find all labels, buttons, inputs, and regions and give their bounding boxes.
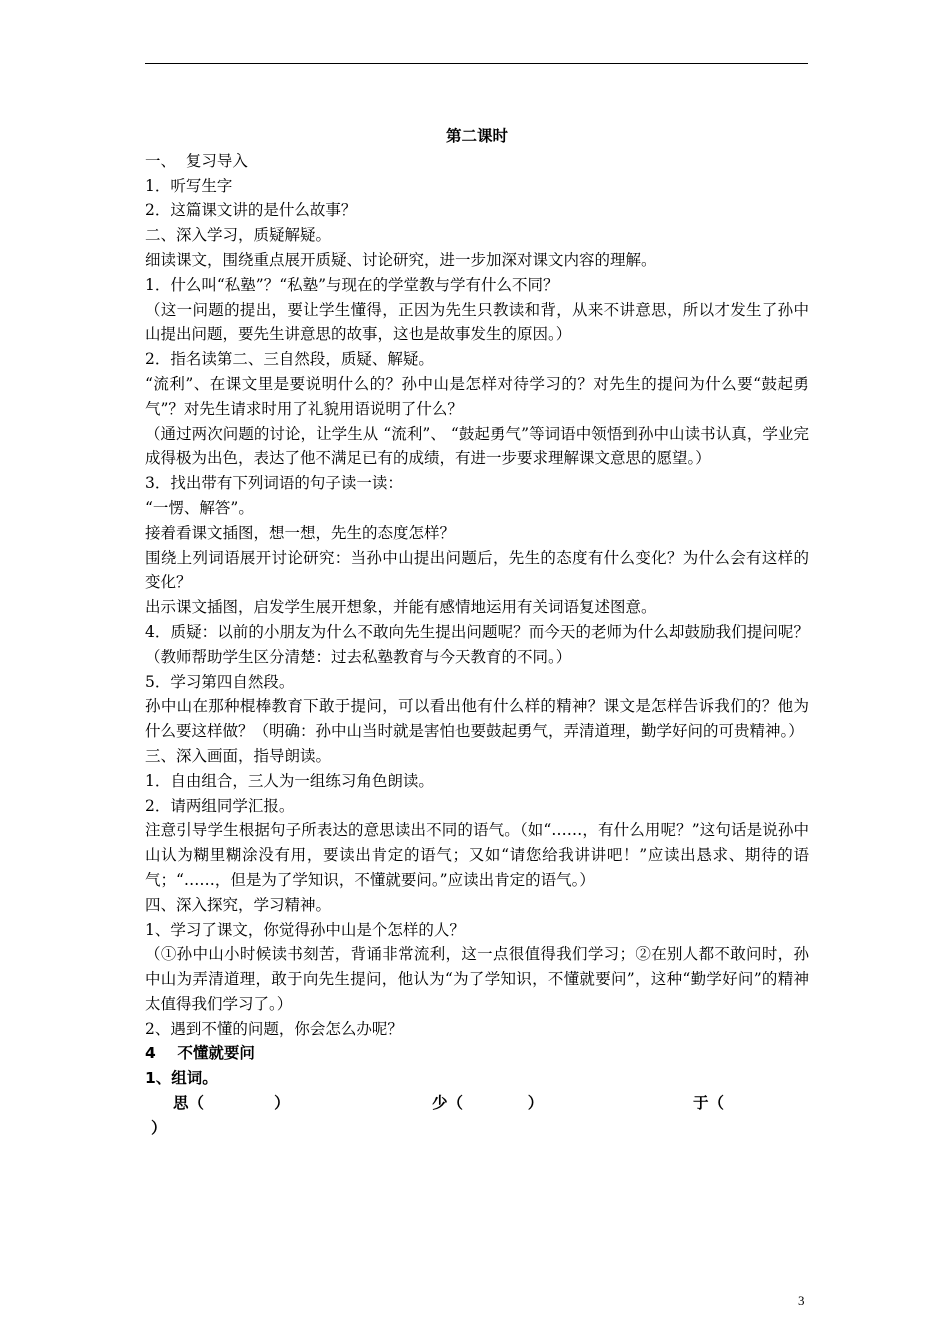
text-line: 细读课文，围绕重点展开质疑、讨论研究，进一步加深对课文内容的理解。 (145, 250, 657, 269)
header-rule (145, 63, 808, 64)
text-line: 四、深入探究，学习精神。 (145, 895, 332, 914)
text-line: 三、深入画面，指导朗读。 (145, 746, 332, 765)
text-line: 1．听写生字 (145, 176, 233, 195)
word-item-si: 思（ ） (173, 1094, 290, 1113)
text-line: （这一问题的提出，要让学生懂得，正因为先生只教读和背，从来不讲意思，所以才发生了孙中山提出问题，要先生讲意思的故事，这也是故事发生的原因。） (145, 300, 809, 344)
word-item-yu: 于（ (693, 1094, 725, 1113)
text-line: 3．找出带有下列词语的句子读一读： (145, 474, 403, 493)
text-line: 1、学习了课文，你觉得孙中山是个怎样的人？ (145, 920, 465, 939)
text-line: 1．自由组合，三人为一组练习角色朗读。 (145, 771, 434, 790)
text-line: 5．学习第四自然段。 (145, 672, 295, 691)
text-line: 孙中山在那种棍棒教育下敢于提问，可以看出他有什么样的精神？课文是怎样告诉我们的？他为什么要这样做？（明确：孙中山当时就是害怕也要鼓起勇气，弄清道理，勤学好问的可贵精神。） (145, 697, 809, 741)
text-line: 出示课文插图，启发学生展开想象，并能有感情地运用有关词语复述图意。 (145, 598, 657, 617)
word-item-yu-close: ） (151, 1118, 167, 1137)
text-line: 接着看课文插图，想一想，先生的态度怎样？ (145, 523, 456, 542)
lesson-title: 第二课时 (445, 127, 508, 145)
word-exercise-row (145, 1091, 809, 1116)
exercise-heading: 4 不懂就要问 (145, 1044, 255, 1063)
text-line: 2．请两组同学汇报。 (145, 796, 295, 815)
text-line: 2、遇到不懂的问题，你会怎么办呢？ (145, 1019, 403, 1038)
text-line: “一愣、解答”。 (145, 498, 254, 517)
lesson-plan-text (145, 149, 809, 1042)
document-body (145, 124, 809, 1141)
text-line: 2．指名读第二、三自然段，质疑、解疑。 (145, 350, 434, 369)
text-line: 一、 复习导入 (145, 151, 248, 170)
text-line: 1．什么叫“私塾”？“私塾”与现在的学堂教与学有什么不同？ (145, 275, 559, 294)
page-number: 3 (798, 1293, 805, 1308)
word-item-shao: 少（ ） (432, 1094, 544, 1113)
text-line: （通过两次问题的讨论，让学生从 “流利”、 “鼓起勇气”等词语中领悟到孙中山读书认真，学业完成得极为出色，表达了他不满足已有的成绩，有进一步要求理解课文意思的愿望。） (145, 424, 809, 468)
text-line: 4．质疑：以前的小朋友为什么不敢向先生提出问题呢？而今天的老师为什么却鼓励我们提问呢？（教师帮助学生区分清楚：过去私塾教育与今天教育的不同。） (145, 622, 809, 666)
text-line: 2．这篇课文讲的是什么故事？ (145, 201, 357, 220)
text-line: （①孙中山小时候读书刻苦，背诵非常流利，这一点很值得我们学习；②在别人都不敢问时，孙中山为弄清道理，敢于向先生提问，他认为“为了学知识，不懂就要问”，这种“勤学好问”的精神太值得我们学习了。） (145, 945, 809, 1013)
exercise-subheading: 1、组词。 (145, 1069, 218, 1088)
text-line: 注意引导学生根据句子所表达的意思读出不同的语气。（如“……，有什么用呢？”这句话是说孙中山认为糊里糊涂没有用，要读出肯定的语气；又如“请您给我讲讲吧！”应读出恳求、期待的语气；“……，但是为了学知识，不懂就要问。”应读出肯定的语气。） (145, 821, 809, 889)
word-exercise-overflow-row (145, 1116, 809, 1141)
text-line: 二、深入学习，质疑解疑。 (145, 226, 332, 245)
text-line: “流利”、在课文里是要说明什么的？孙中山是怎样对待学习的？对先生的提问为什么要“鼓起勇气”？对先生请求时用了礼貌用语说明了什么？ (145, 374, 809, 418)
text-line: 围绕上列词语展开讨论研究：当孙中山提出问题后，先生的态度有什么变化？为什么会有这样的变化？ (145, 548, 809, 592)
